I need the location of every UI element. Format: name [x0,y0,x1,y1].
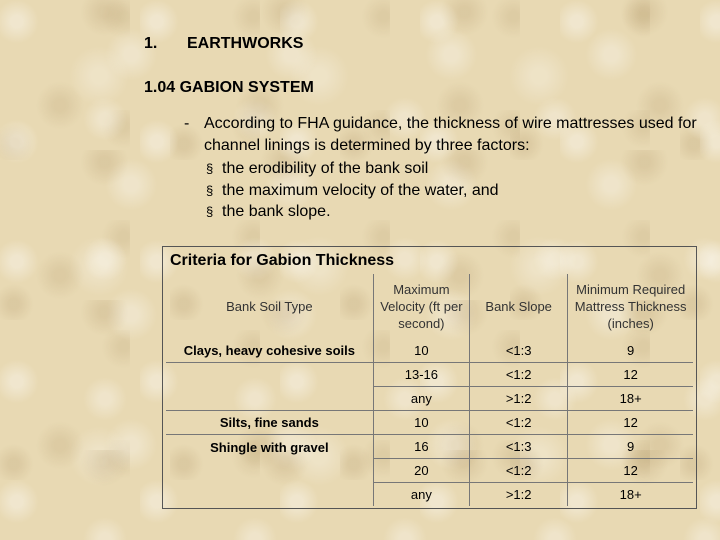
section-title: EARTHWORKS [187,35,304,52]
cell-thickness: 9 [568,435,693,459]
col-header-bank-slope: Bank Slope [470,274,568,339]
col-header-thickness: Minimum Required Mattress Thickness (inches) [574,282,687,331]
cell-velocity: 20 [374,459,470,483]
table-row [166,459,693,483]
cell-thickness: 18+ [619,487,642,502]
cell-slope: <1:3 [470,339,568,363]
cell-slope: <1:3 [470,435,568,459]
col-header-soil-type: Bank Soil Type [166,274,374,339]
table-header-row [166,274,693,339]
cell-slope: >1:2 [470,387,568,411]
cell-soil-type: Silts, fine sands [166,411,374,435]
cell-velocity: 16 [374,435,470,459]
cell-slope: <1:2 [470,411,568,435]
dash-marker: - [184,115,190,132]
bullet-icon: § [206,161,214,176]
criteria-table-box [162,246,697,509]
table-row [166,363,693,387]
bullet-icon: § [206,204,214,219]
list-item-text: the maximum velocity of the water, and [222,181,499,199]
cell-soil-type [166,459,374,483]
list-item [206,180,704,202]
table-title: Criteria for Gabion Thickness [170,252,395,269]
cell-slope: >1:2 [470,483,568,506]
cell-thickness: 9 [568,339,693,363]
table-row [166,435,693,459]
table-row [166,483,693,506]
section-number: 1. [144,35,158,52]
table-row [166,387,693,411]
bullet-icon: § [206,182,214,198]
cell-soil-type [166,387,374,411]
cell-velocity: 10 [374,411,470,435]
subsection-title: 1.04 GABION SYSTEM [144,79,314,96]
list-item-text: the erodibility of the bank soil [222,160,429,177]
cell-soil-type: Shingle with gravel [166,435,374,459]
table-row [166,411,693,435]
cell-velocity: any [374,483,470,506]
cell-velocity: 10 [374,339,470,363]
cell-thickness: 12 [568,363,693,387]
cell-soil-type [166,483,374,506]
list-item [206,158,704,180]
cell-slope: <1:2 [470,459,568,483]
cell-slope: <1:2 [470,363,568,387]
intro-text: According to FHA guidance, the thickness of wire mattresses used for channel linings is determined by three factors: [204,115,697,154]
col-header-max-velocity: Maximum Velocity (ft per second) [374,274,470,339]
cell-velocity: any [374,387,470,411]
cell-thickness: 18+ [568,387,693,411]
cell-thickness: 12 [568,411,693,435]
cell-soil-type: Clays, heavy cohesive soils [166,339,374,363]
table-row [166,339,693,363]
factor-list [184,158,704,223]
list-item-text: the bank slope. [222,203,331,220]
cell-thickness: 12 [568,459,693,483]
intro-paragraph [184,113,704,223]
cell-soil-type [166,363,374,387]
cell-velocity: 13-16 [374,363,470,387]
criteria-table [166,274,693,506]
list-item [206,201,704,223]
